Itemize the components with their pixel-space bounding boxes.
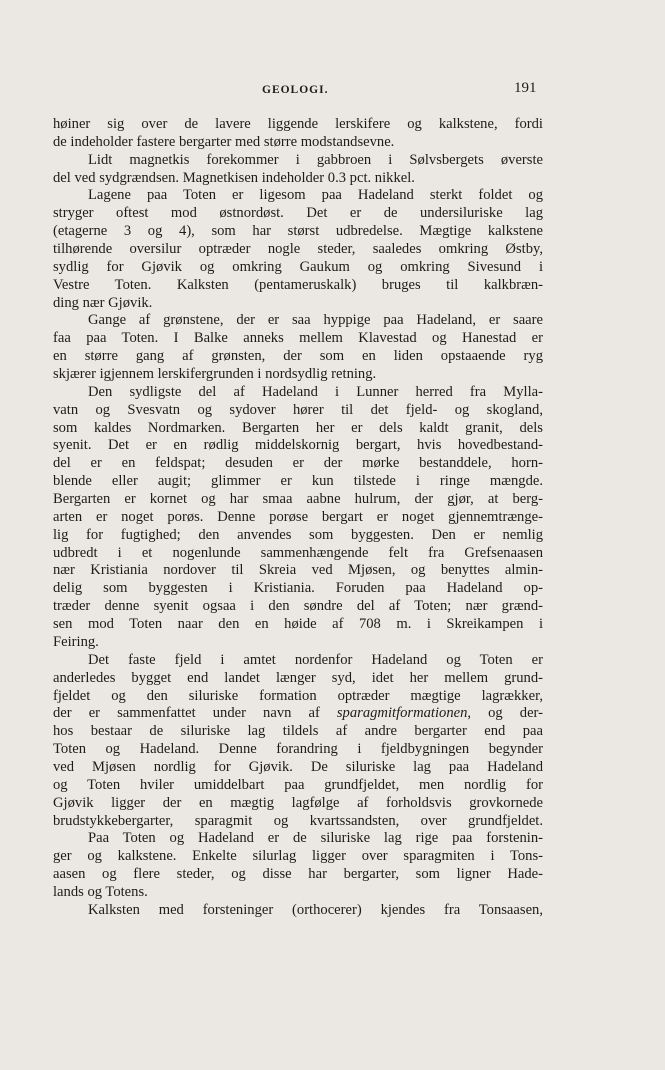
text-line: ger og kalkstene. Enkelte silurlag ligger over sparagmiten i Tons- (53, 848, 543, 865)
text-line: aasen og flere steder, og disse har bergarter, som ligner Hade- (53, 866, 543, 883)
page-number: 191 (514, 80, 537, 96)
text-line: lands og Totens. (53, 883, 148, 900)
text-line: (etagerne 3 og 4), som har størst udbredelse. Mægtige kalkstene (53, 223, 543, 240)
text-line: Den sydligste del af Hadeland i Lunner herred fra Mylla- (88, 383, 543, 400)
text-line: Feiring. (53, 633, 99, 650)
text-line: lig for fugtighed; den anvendes som byggesten. Den er nemlig (53, 526, 543, 543)
text-line: del er en feldspat; desuden er der mørke bestanddele, horn- (53, 455, 543, 472)
text-line: som kaldes Nordmarken. Bergarten her er dels kaldt granit, dels (53, 419, 543, 436)
text-line: del ved sydgrændsen. Magnetkisen indeholder 0.3 pct. nikkel. (53, 169, 415, 186)
text-line: stryger oftest mod østnordøst. Det er de undersiluriske lag (53, 205, 543, 222)
text-line: de indeholder fastere bergarter med større modstandsevne. (53, 133, 395, 150)
text-line: sen mod Toten naar den en høide af 708 m. i Skreikampen i (53, 616, 543, 633)
text-line: anderledes bygget end landet længer syd, idet her mellem grund- (53, 669, 543, 686)
running-head (0, 80, 665, 104)
text-line: og Toten hviler umiddelbart paa grundfjeldet, men nordlig for (53, 776, 543, 793)
text-line: sydlig for Gjøvik og omkring Gaukum og omkring Sivesund i (53, 258, 543, 275)
body-text (53, 116, 543, 920)
text-line: Kalksten med forsteninger (orthocerer) kjendes fra Tonsaasen, (88, 901, 543, 918)
text-line: Lidt magnetkis forekommer i gabbroen i Sølvsbergets øverste (88, 151, 543, 168)
text-line: en større gang af grønsten, der som en liden opstaaende ryg (53, 348, 543, 365)
chapter-title: GEOLOGI. (262, 84, 329, 96)
text-line: Gjøvik ligger der en mægtig lagfølge af forholdsvis grovkornede (53, 794, 543, 811)
text-line: der er sammenfattet under navn af sparagmitformationen, og der- (53, 705, 543, 722)
text-line: brudstykkebergarter, sparagmit og kvartssandsten, over grundfjeldet. (53, 812, 543, 829)
text-line: tilhørende oversilur optræder nogle steder, saaledes omkring Østby, (53, 241, 543, 258)
text-line: Gange af grønstene, der er saa hyppige paa Hadeland, er saare (88, 312, 543, 329)
text-line: blende eller augit; glimmer er kun tilstede i ringe mængde. (53, 473, 543, 490)
text-line: arten er noget porøs. Denne porøse bergart er noget gjennemtrænge- (53, 508, 543, 525)
text-line: ved Mjøsen nordlig for Gjøvik. De siluriske lag paa Hadeland (53, 758, 543, 775)
text-line: faa paa Toten. I Balke anneks mellem Klavestad og Hanestad er (53, 330, 543, 347)
text-line: høiner sig over de lavere liggende lerskifere og kalkstene, fordi (53, 116, 543, 132)
text-line: Toten og Hadeland. Denne forandring i fjeldbygningen begynder (53, 741, 543, 758)
text-line: nær Kristiania nordover til Skreia ved Mjøsen, og benyttes almin- (53, 562, 543, 579)
text-line: vatn og Svesvatn og sydover hører til det fjeld- og skogland, (53, 401, 543, 418)
text-line: hos bestaar de siluriske lag tildels af andre bergarter end paa (53, 723, 543, 740)
text-line: Lagene paa Toten er ligesom paa Hadeland sterkt foldet og (88, 187, 543, 204)
text-line: skjærer igjennem lerskifergrunden i nordsydlig retning. (53, 366, 377, 383)
text-line: delig som byggesten i Kristiania. Foruden paa Hadeland op- (53, 580, 543, 597)
text-line: Paa Toten og Hadeland er de siluriske lag rige paa forstenin- (88, 830, 543, 847)
text-line: træder denne syenit ogsaa i den søndre del af Toten; nær grænd- (53, 598, 543, 615)
text-line: fjeldet og den siluriske formation optræder mægtige lagrækker, (53, 687, 543, 704)
text-line: ding nær Gjøvik. (53, 294, 153, 311)
text-line: Det faste fjeld i amtet nordenfor Hadeland og Toten er (88, 651, 543, 668)
text-line: syenit. Det er en rødlig middelskornig bergart, hvis hovedbestand- (53, 437, 543, 454)
text-line: Bergarten er kornet og har smaa aabne hulrum, der gjør, at berg- (53, 491, 543, 508)
text-line: Vestre Toten. Kalksten (pentameruskalk) bruges til kalkbræn- (53, 276, 543, 293)
text-line: udbredt i et nogenlunde sammenhængende felt fra Grefsenaasen (53, 544, 543, 561)
